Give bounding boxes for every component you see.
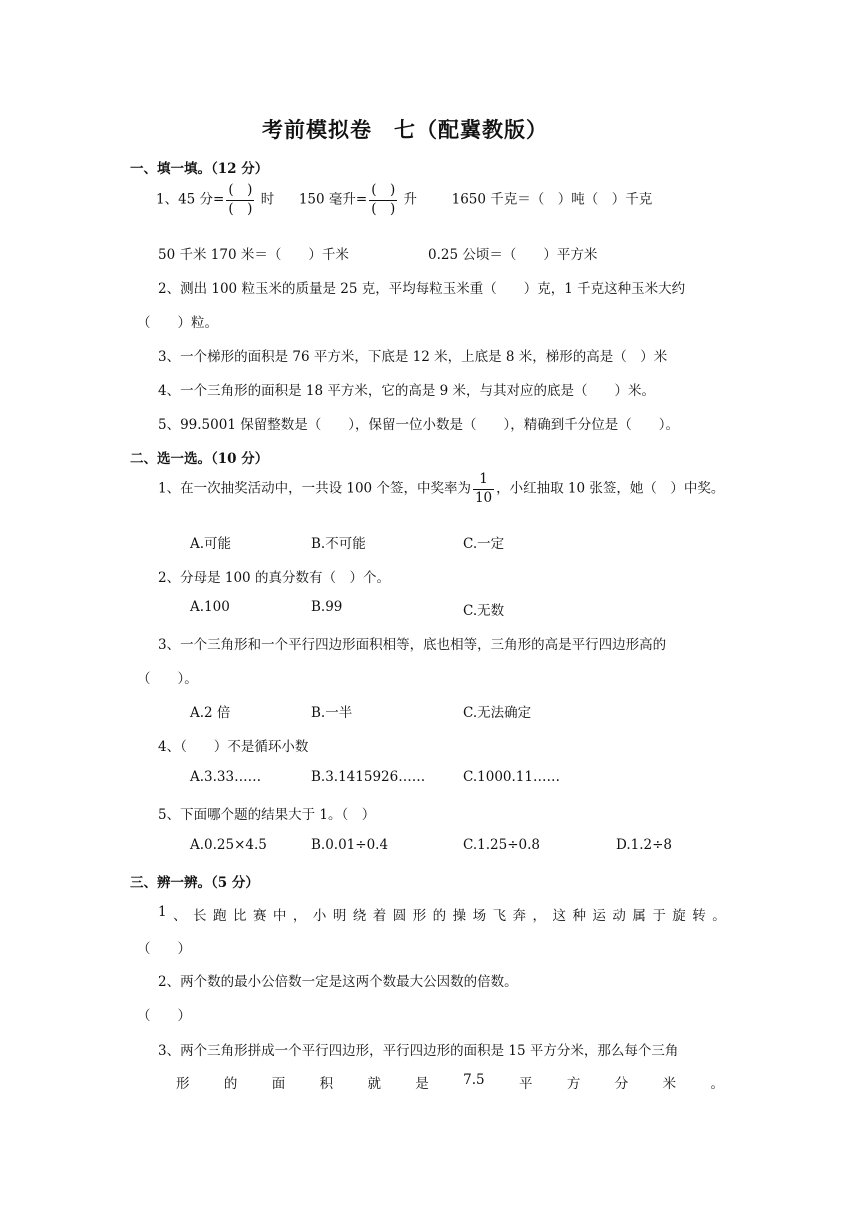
judge-q1-char: 种	[572, 908, 586, 924]
choose-q5-option-b: B.0.01÷0.4	[311, 837, 389, 853]
choose-q4: 4、（ ）不是循环小数	[158, 739, 309, 755]
judge-q1-char: 形	[412, 908, 427, 924]
judge-q1-char: 明	[332, 908, 347, 924]
judge-q3-line2	[176, 1072, 724, 1092]
choose-q5-option-d: D.1.2÷8	[616, 837, 673, 853]
choose-q2-option-c: C.无数	[463, 603, 505, 619]
judge-q1-char: 1	[158, 904, 167, 920]
fill-q1-b-prefix: 150 毫升=	[298, 191, 368, 208]
judge-q3-char: 米	[662, 1076, 677, 1092]
judge-q1-char: 小	[312, 908, 327, 924]
fill-q1-c: 1650 千克＝（ ）吨（ ）千克	[451, 191, 653, 208]
judge-q1-char: 操	[452, 908, 467, 924]
judge-q1-char: 奔	[512, 908, 527, 924]
fill-q2-line2: （ ）粒。	[137, 315, 218, 331]
choose-q4-option-a: A.3.33……	[190, 769, 262, 785]
choose-q3-line1: 3、一个三角形和一个平行四边形面积相等，底也相等，三角形的高是平行四边形高的	[158, 637, 667, 653]
fill-q1-b-fraction	[369, 184, 397, 216]
choose-q1-denominator: 10	[474, 489, 493, 506]
choose-q5-option-a: A.0.25×4.5	[190, 837, 267, 853]
choose-q5: 5、下面哪个题的结果大于 1。（ ）	[158, 807, 376, 823]
judge-q3-char: 的	[223, 1076, 238, 1092]
choose-q1-option-c: C.一定	[463, 536, 505, 552]
judge-q1-char: 旋	[672, 908, 686, 924]
judge-q2-answer-paren: （ ）	[137, 1008, 191, 1024]
judge-q3-char: 是	[415, 1076, 429, 1092]
section-heading-judge: 三、辨一辨。（5 分）	[130, 875, 259, 891]
fill-q4: 4、一个三角形的面积是 18 平方米，它的高是 9 米，与其对应的底是（ ）米。	[158, 383, 656, 399]
choose-q3-option-b: B.一半	[311, 705, 353, 721]
judge-q3-char: 分	[614, 1076, 629, 1092]
judge-q1-char: 比	[232, 908, 247, 924]
judge-q1-char: ，	[292, 908, 307, 924]
choose-q1-option-a: A.可能	[190, 536, 232, 552]
judge-q1	[158, 904, 726, 924]
fill-q1-line1	[156, 184, 652, 216]
judge-q1-char: 场	[472, 908, 487, 924]
judge-q1-char: 着	[372, 908, 387, 924]
judge-q1-char: 飞	[492, 908, 507, 924]
choose-q4-option-c: C.1000.11……	[463, 769, 560, 785]
fill-q1-d: 50 千米 170 米＝（ ）千米	[158, 247, 349, 263]
judge-q1-char: 的	[432, 908, 447, 924]
fill-q1-a-fraction	[226, 184, 254, 216]
judge-q1-char: 圆	[392, 908, 407, 924]
judge-q3-char: 。	[710, 1076, 724, 1092]
fill-q1-a-prefix: 1、45 分=	[156, 191, 225, 208]
fill-q2-line1: 2、测出 100 粒玉米的质量是 25 克，平均每粒玉米重（ ）克，1 千克这种玉米大约	[158, 281, 686, 297]
fill-q1-b-numerator: ( )	[371, 182, 396, 198]
judge-q1-answer-paren: （ ）	[137, 941, 191, 957]
judge-q1-char: 于	[652, 908, 666, 924]
judge-q1-char: 这	[552, 908, 566, 924]
choose-q3-option-a: A.2 倍	[190, 705, 231, 721]
judge-q3-char: 积	[319, 1076, 334, 1092]
judge-q2: 2、两个数的最小公倍数一定是这两个数最大公因数的倍数。	[158, 974, 518, 990]
judge-q3-line1: 3、两个三角形拼成一个平行四边形，平行四边形的面积是 15 平方分米，那么每个三角	[158, 1043, 679, 1059]
choose-q1-numerator: 1	[479, 471, 488, 487]
judge-q1-char: 动	[612, 908, 626, 924]
fill-q1-b-denominator: ( )	[371, 200, 396, 217]
judge-q1-char: ，	[532, 908, 546, 924]
choose-q1	[158, 473, 724, 505]
judge-q3-char: 方	[566, 1076, 581, 1092]
choose-q1-prefix: 1、在一次抽奖活动中，一共设 100 个签，中奖率为	[158, 480, 471, 497]
judge-q1-char: 绕	[352, 908, 367, 924]
page-title: 考前模拟卷 七（配冀教版）	[262, 117, 548, 142]
choose-q5-option-c: C.1.25÷0.8	[463, 837, 540, 853]
choose-q3-line2: （ ）。	[137, 671, 198, 687]
fill-q1-b-unit: 升	[403, 191, 418, 208]
section-heading-choose: 二、选一选。（10 分）	[130, 451, 269, 467]
fill-q1-e: 0.25 公顷＝（ ）平方米	[428, 247, 598, 263]
judge-q1-char: 赛	[252, 908, 267, 924]
choose-q1-option-b: B.不可能	[311, 536, 366, 552]
judge-q3-char: 面	[271, 1076, 286, 1092]
judge-q1-char: 、	[173, 908, 187, 924]
judge-q1-char: 转	[692, 908, 706, 924]
fill-q5: 5、99.5001 保留整数是（ ），保留一位小数是（ ），精确到千分位是（ ）。	[158, 417, 679, 433]
judge-q1-char: 属	[632, 908, 646, 924]
choose-q4-option-b: B.3.1415926……	[311, 769, 426, 785]
choose-q2-option-b: B.99	[311, 599, 343, 615]
judge-q1-char: 跑	[213, 908, 227, 924]
choose-q1-fraction	[473, 473, 494, 505]
judge-q3-char: 7.5	[463, 1072, 485, 1088]
fill-q1-a-numerator: ( )	[228, 182, 253, 198]
judge-q3-char: 形	[176, 1076, 190, 1092]
section-heading-fill: 一、填一填。（12 分）	[130, 161, 269, 177]
judge-q1-char: 中	[272, 908, 287, 924]
choose-q3-option-c: C.无法确定	[463, 705, 532, 721]
choose-q2: 2、分母是 100 的真分数有（ ）个。	[158, 570, 390, 586]
judge-q1-char: 运	[592, 908, 606, 924]
choose-q1-suffix: ，小红抽取 10 张签，她（ ）中奖。	[496, 480, 725, 497]
fill-q3: 3、一个梯形的面积是 76 平方米，下底是 12 米，上底是 8 米，梯形的高是（ ）米	[158, 349, 668, 365]
fill-q1-a-unit: 时	[260, 191, 275, 208]
fill-q1-a-denominator: ( )	[228, 200, 253, 217]
judge-q1-char: 长	[193, 908, 207, 924]
judge-q3-char: 平	[519, 1076, 533, 1092]
judge-q1-char: 。	[712, 908, 726, 924]
choose-q2-option-a: A.100	[190, 599, 230, 615]
judge-q3-char: 就	[367, 1076, 381, 1092]
